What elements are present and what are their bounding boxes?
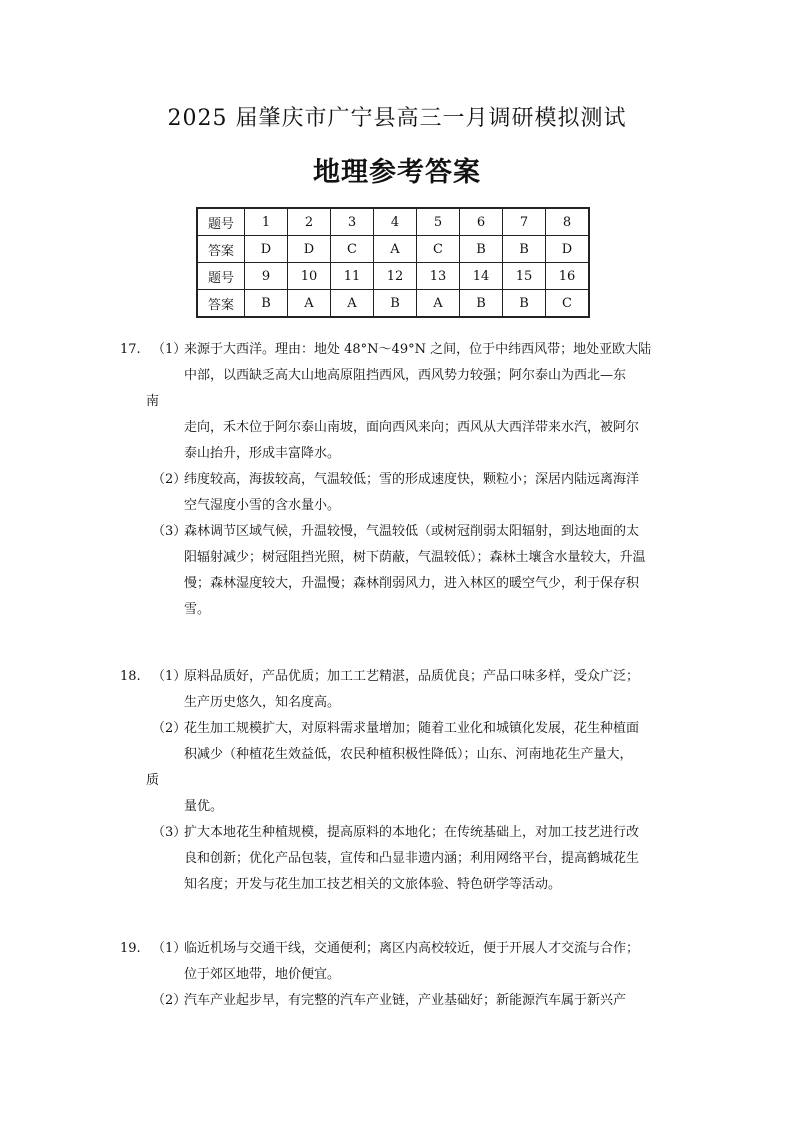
- answer-line: 森林调节区域气候，升温较慢，气温较低（或树冠削弱太阳辐射，到达地面的太: [184, 524, 640, 539]
- table-cell: 5: [417, 208, 460, 236]
- table-cell: A: [417, 290, 460, 318]
- table-row: [197, 290, 589, 318]
- answer-part: [120, 519, 690, 623]
- answer-line: 泰山抬升，形成丰富降水。: [184, 446, 341, 461]
- answer-line: 花生加工规模扩大，对原料需求量增加；随着工业化和城镇化发展，花生种植面: [184, 721, 640, 736]
- table-cell: C: [331, 236, 374, 263]
- answer-table: [196, 207, 590, 318]
- table-cell: A: [331, 290, 374, 318]
- part-marker: （2）: [152, 721, 187, 736]
- document-subtitle: 地理参考答案: [313, 157, 481, 188]
- answer-part: [120, 988, 690, 1014]
- answer-line: 临近机场与交通干线，交通便利；离区内高校较近，便于开展人才交流与合作；: [184, 941, 640, 956]
- table-cell: D: [546, 236, 590, 263]
- answer-part: [120, 936, 690, 988]
- table-cell: 16: [546, 263, 590, 290]
- answer-line: 慢；森林湿度较大，升温慢；森林削弱风力，进入林区的暖空气少，利于保存积: [184, 576, 640, 591]
- answer-line: 量优。: [184, 799, 224, 814]
- part-marker: （2）: [152, 993, 187, 1008]
- answer-part: [120, 820, 690, 898]
- answer-line: 原料品质好，产品优质；加工工艺精湛，品质优良；产品口味多样，受众广泛；: [184, 669, 640, 684]
- question-number: 17.: [120, 342, 141, 357]
- answer-line: 纬度较高，海拔较高，气温较低；雪的形成速度快，颗粒小；深居内陆远离海洋: [184, 472, 640, 487]
- question-19: [120, 936, 690, 1014]
- question-number: 19.: [120, 941, 141, 956]
- part-marker: （3）: [152, 524, 187, 539]
- answer-line: 良和创新；优化产品包装，宣传和凸显非遗内涵；利用网络平台，提高鹤城花生: [184, 851, 640, 866]
- answer-line: 生产历史悠久，知名度高。: [184, 695, 341, 710]
- question-18: [120, 664, 690, 898]
- table-cell: B: [503, 236, 546, 263]
- table-cell: D: [245, 236, 288, 263]
- answer-line: 质: [146, 773, 160, 788]
- table-cell: B: [503, 290, 546, 318]
- part-marker: （2）: [152, 472, 187, 487]
- answer-line: 中部，以西缺乏高大山地高原阻挡西风，西风势力较强；阿尔泰山为西北—东: [184, 368, 627, 383]
- answer-line: 扩大本地花生种植规模，提高原料的本地化；在传统基础上，对加工技艺进行改: [184, 825, 640, 840]
- answer-line: 南: [146, 394, 160, 409]
- table-cell: A: [374, 236, 417, 263]
- answer-line: 走向，禾木位于阿尔泰山南坡，面向西风来向；西风从大西洋带来水汽，被阿尔: [184, 420, 640, 435]
- table-cell: 9: [245, 263, 288, 290]
- table-cell: B: [460, 236, 503, 263]
- table-cell: B: [374, 290, 417, 318]
- table-cell: 11: [331, 263, 374, 290]
- table-cell: 14: [460, 263, 503, 290]
- table-cell: 4: [374, 208, 417, 236]
- answer-line: 空气湿度小雪的含水量小。: [184, 498, 341, 513]
- answer-line: 雪。: [184, 602, 211, 617]
- table-cell: 2: [288, 208, 331, 236]
- table-cell: B: [245, 290, 288, 318]
- part-marker: （1）: [152, 941, 187, 956]
- table-cell: 3: [331, 208, 374, 236]
- row-label: 答案: [197, 236, 245, 263]
- question-number: 18.: [120, 669, 141, 684]
- answer-part: [120, 467, 690, 519]
- table-cell: C: [546, 290, 590, 318]
- answer-line: 汽车产业起步早，有完整的汽车产业链，产业基础好；新能源汽车属于新兴产: [184, 993, 627, 1008]
- answer-part: [120, 664, 690, 716]
- answer-part: [120, 716, 690, 820]
- table-row: [197, 236, 589, 263]
- table-row: [197, 263, 589, 290]
- row-label: 答案: [197, 290, 245, 318]
- table-cell: 12: [374, 263, 417, 290]
- table-cell: 1: [245, 208, 288, 236]
- row-label: 题号: [197, 208, 245, 236]
- answer-part: [120, 337, 690, 467]
- table-row: [197, 208, 589, 236]
- table-cell: 7: [503, 208, 546, 236]
- document-title: 2025 届肇庆市广宁县高三一月调研模拟测试: [167, 106, 627, 131]
- table-cell: 13: [417, 263, 460, 290]
- table-cell: C: [417, 236, 460, 263]
- table-cell: 6: [460, 208, 503, 236]
- answer-line: 阳辐射减少；树冠阻挡光照，树下荫蔽，气温较低）；森林土壤含水量较大，升温: [184, 550, 646, 565]
- answer-line: 知名度；开发与花生加工技艺相关的文旅体验、特色研学等活动。: [184, 877, 562, 892]
- table-cell: 8: [546, 208, 590, 236]
- answer-line: 来源于大西洋。理由：地处 48°N～49°N 之间，位于中纬西风带；地处亚欧大陆: [184, 342, 652, 357]
- answer-line: 位于郊区地带，地价便宜。: [184, 967, 341, 982]
- part-marker: （1）: [152, 669, 187, 684]
- table-cell: 10: [288, 263, 331, 290]
- answer-line: 积减少（种植花生效益低，农民种植积极性降低）；山东、河南地花生产量大，: [184, 747, 633, 762]
- row-label: 题号: [197, 263, 245, 290]
- table-cell: 15: [503, 263, 546, 290]
- table-cell: D: [288, 236, 331, 263]
- question-17: [120, 337, 690, 623]
- table-cell: A: [288, 290, 331, 318]
- part-marker: （3）: [152, 825, 187, 840]
- table-cell: B: [460, 290, 503, 318]
- part-marker: （1）: [152, 342, 187, 357]
